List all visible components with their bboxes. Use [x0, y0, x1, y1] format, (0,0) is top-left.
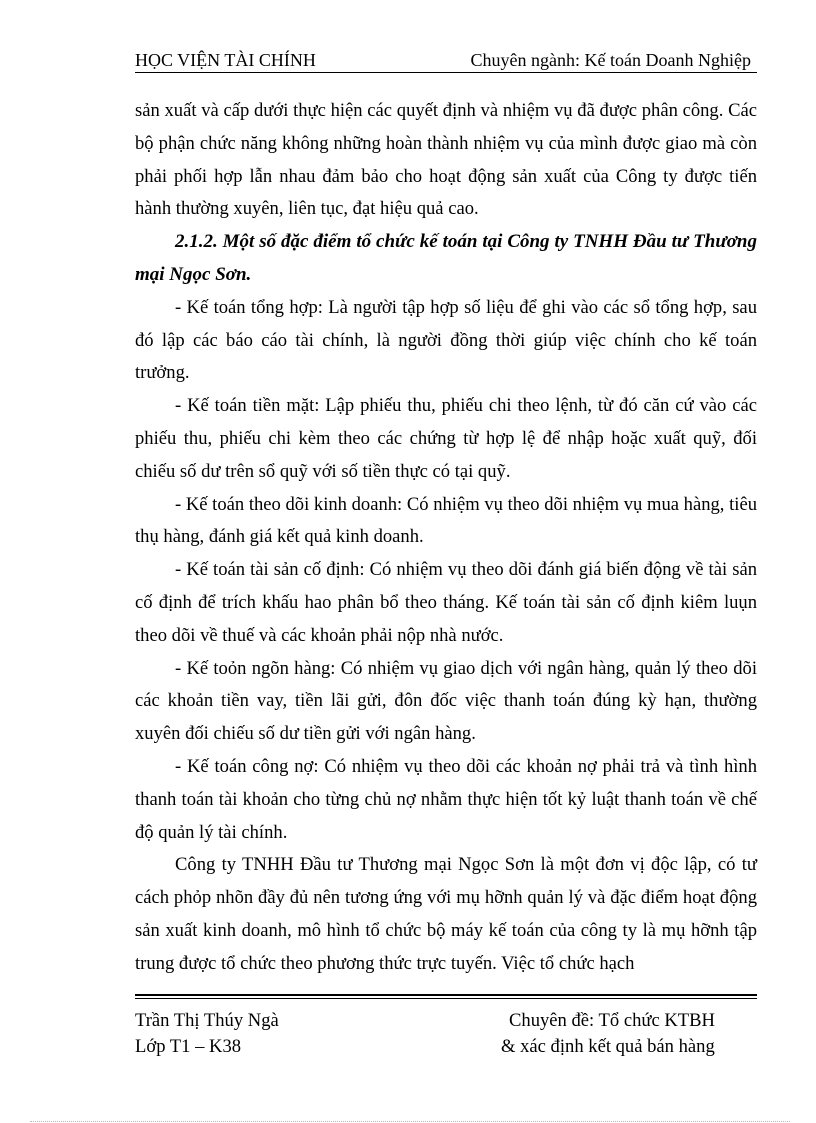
footer-rule-thin: [135, 998, 757, 999]
footer-rule-thick: [135, 994, 757, 996]
footer-class: Lớp T1 – K38: [135, 1036, 242, 1057]
footer-topic-line1: Chuyên đề: Tổ chức KTBH: [509, 1010, 715, 1031]
page-edge-dotted: [30, 1121, 790, 1122]
paragraph-cash-accountant: - Kế toán tiền mặt: Lập phiếu thu, phiếu chi theo lệnh, từ đó căn cứ vào các phiếu thu, phiếu chi kèm theo các chứng từ hợp lệ để nhập hoặc xuất quỹ, đối chiếu số dư trên sổ quỹ với số tiền thực có tại quỹ.: [135, 395, 757, 482]
document-body: [135, 95, 757, 981]
paragraph-intro: sản xuất và cấp dưới thực hiện các quyết định và nhiệm vụ đã được phân công. Các bộ phận chức năng không những hoàn thành nhiệm vụ của mình được giao mà còn phải phối hợp lẫn nhau đảm bảo cho hoạt động sản xuất của Công ty được tiến hành thường xuyên, liên tục, đạt hiệu quả cao.: [135, 100, 757, 220]
header-institution: HỌC VIỆN TÀI CHÍNH: [135, 50, 316, 70]
footer-right: [501, 1008, 715, 1060]
header-rule: [135, 72, 757, 73]
section-heading: 2.1.2. Một số đặc điểm tổ chức kế toán tại Công ty TNHH Đầu tư Thương mại Ngọc Sơn.: [135, 231, 757, 285]
paragraph-business-accountant: - Kế toán theo dõi kinh doanh: Có nhiệm vụ theo dõi nhiệm vụ mua hàng, tiêu thụ hàng, đánh giá kết quả kinh doanh.: [135, 493, 757, 548]
footer-topic-line2: & xác định kết quả bán hàng: [501, 1036, 715, 1057]
paragraph-company-model: Công ty TNHH Đầu tư Thương mại Ngọc Sơn là một đơn vị độc lập, có tư cách phỏp nhõn đầy đủ nên tương ứng với mụ hỡnh quản lý và đặc điểm hoạt động sản xuất kinh doanh, mô hình tổ chức bộ máy kế toán của công ty là mụ hỡnh tập trung được tổ chức theo phương thức trực tuyến. Việc tổ chức hạch: [135, 854, 757, 974]
paragraph-bank-accountant: - Kế toỏn ngõn hàng: Có nhiệm vụ giao dịch với ngân hàng, quản lý theo dõi các khoản tiền vay, tiền lãi gửi, đôn đốc việc thanh toán đúng kỳ hạn, thường xuyên đối chiếu số dư tiền gửi với ngân hàng.: [135, 657, 757, 745]
header-major: Chuyên ngành: Kế toán Doanh Nghiệp: [470, 50, 751, 70]
paragraph-general-accountant: - Kế toán tổng hợp: Là người tập hợp số liệu để ghi vào các sổ tổng hợp, sau đó lập các báo cáo tài chính, là người đồng thời giúp việc chính cho kế toán trưởng.: [135, 296, 757, 384]
footer-left: [135, 1008, 279, 1060]
footer-author: Trần Thị Thúy Ngà: [135, 1010, 279, 1031]
paragraph-fixed-asset-accountant: - Kế toán tài sản cố định: Có nhiệm vụ theo dõi đánh giá biến động về tài sản cố định để trích khấu hao phân bổ theo tháng. Kế toán tài sản cố định kiêm luụn theo dõi về thuế và các khoản phải nộp nhà nước.: [135, 559, 757, 646]
paragraph-debt-accountant: - Kế toán công nợ: Có nhiệm vụ theo dõi các khoản nợ phải trả và tình hình thanh toán tài khoản cho từng chủ nợ nhằm thực hiện tốt kỷ luật thanh toán về chế độ quản lý tài chính.: [135, 755, 757, 843]
page-header: [135, 46, 757, 72]
